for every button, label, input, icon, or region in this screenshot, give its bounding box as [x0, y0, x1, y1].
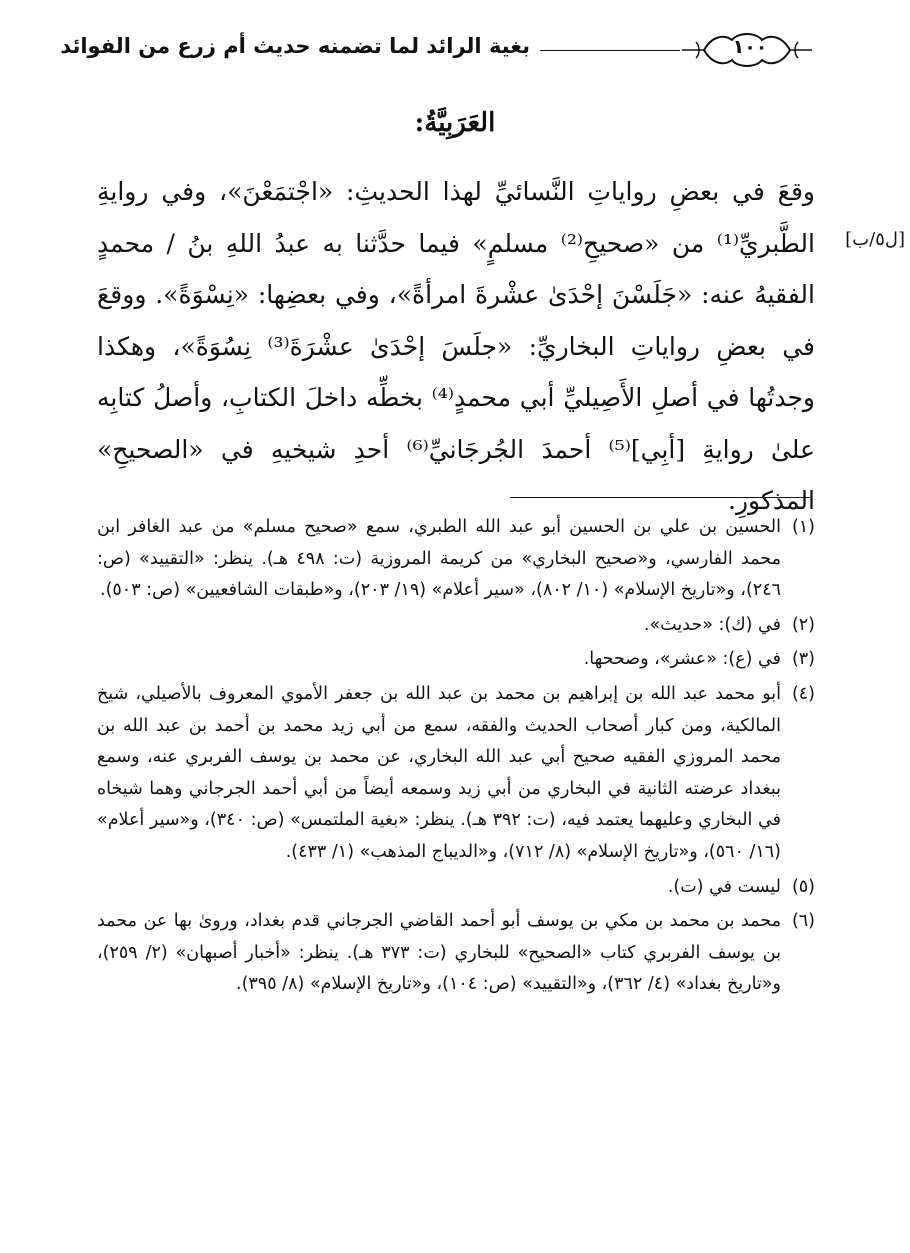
footnote-number: (٦)	[791, 911, 815, 932]
footnote-text: ليست في (ت).	[667, 876, 781, 897]
running-title: بغية الرائد لما تضمنه حديث أم زرع من الفوائد	[60, 34, 530, 58]
footnote-text: في (ع): «عشر»، وصححها.	[583, 649, 781, 670]
footnote-text: في (ك): «حديث».	[643, 614, 781, 635]
section-heading: العَرَبِيَّةُ:	[414, 108, 496, 138]
footnote	[97, 872, 815, 904]
footnote-text: أبو محمد عبد الله بن إبراهيم بن محمد بن عبد الله بن جعفر الأموي المعروف بالأصيلي، شيخ المالكية، ومن كبار أصحاب الحديث والفقه، سمع من أبي زيد محمد بن أحمد بن عبد الله بن محمد المروزي الفقيه صحيح أبي عبد الله البخاري، عن محمد بن يوسف الفربري عنه، وسمع ببغداد عرضته الثانية في البخاري من أبي زيد وسمعه أيضاً من أبي أحمد الجرجاني وهما شيخاه في البخاري وعليهما يعتمد فيه، (ت: ٣٩٢ هـ). ينظر: «بغية الملتمس» (ص: ٣٤٠)، و«سير أعلام» (١٦/ ٥٦٠)، و«تاريخ الإسلام» (٨/ ٧١٢)، و«الديباج المذهب» (١/ ٤٣٣).	[97, 683, 781, 862]
page-number: ١٠٠	[732, 36, 768, 58]
main-paragraph-block	[97, 166, 815, 527]
footnote	[97, 644, 815, 676]
footnote	[97, 679, 815, 869]
footnote-number: (٢)	[791, 614, 815, 635]
footnote-number: (٣)	[791, 649, 815, 670]
footnote-separator	[510, 497, 810, 498]
footnote	[97, 610, 815, 642]
header-divider	[540, 50, 680, 51]
footnote-number: (٥)	[791, 876, 815, 897]
footnote	[97, 512, 815, 607]
margin-note: [ل٥/ب]	[845, 229, 905, 250]
footnotes	[97, 512, 815, 1004]
footnote-number: (١)	[791, 517, 815, 537]
footnote	[97, 906, 815, 1001]
footnote-text: محمد بن محمد بن مكي بن يوسف أبو أحمد القاضي الجرجاني قدم بغداد، وروىٰ بها عن محمد بن يوسف الفربري كتاب «الصحيح» للبخاري (ت: ٣٧٣ هـ). ينظر: «أخبار أصبهان» (٢/ ٢٥٩)، و«تاريخ بغداد» (٤/ ٣٦٢)، و«التقييد» (ص: ١٠٤)، و«تاريخ الإسلام» (٨/ ٣٩٥).	[97, 911, 781, 995]
footnote-text: الحسين بن علي بن الحسين أبو عبد الله الطبري، سمع «صحيح مسلم» من عبد الغافر ابن محمد الفارسي، و«صحيح البخاري» من كريمة المروزية (ت: ٤٩٨ هـ). ينظر: «التقييد» (ص: ٢٤٦)، و«تاريخ الإسلام» (١٠/ ٨٠٢)، «سير أعلام» (١٩/ ٢٠٣)، و«طبقات الشافعيين» (ص: ٥٠٣).	[97, 517, 781, 601]
main-paragraph: وقعَ في بعضِ رواياتِ النَّسائيِّ لهذا الحديثِ: «اجْتمَعْنَ»، وفي روايةِ الطَّبريِّ⁽¹⁾ من «صحيحِ⁽²⁾ مسلمٍ» فيما حدَّثنا به عبدُ اللهِ بنُ / محمدٍ الفقيهُ عنه: «جَلَسْنَ إحْدَىٰ عشْرةَ امرأةً»، وفي بعضِها: «نِسْوَةً». ووقعَ في بعضِ رواياتِ البخاريِّ: «جلَسَ إحْدَىٰ عشْرَةَ⁽³⁾ نِسُوَةً»، وهكذا وجدتُها في أصلِ الأَصِيليِّ أبي محمدٍ⁽⁴⁾ بخطِّه داخلَ الكتابِ، وأصلُ كتابِه علىٰ روايةِ [أبِي]⁽⁵⁾ أحمدَ الجُرجَانيِّ⁽⁶⁾ أحدِ شيخيهِ في «الصحيحِ» المذكورِ.	[97, 177, 816, 515]
page-header	[0, 28, 910, 72]
footnote-number: (٤)	[791, 683, 815, 704]
